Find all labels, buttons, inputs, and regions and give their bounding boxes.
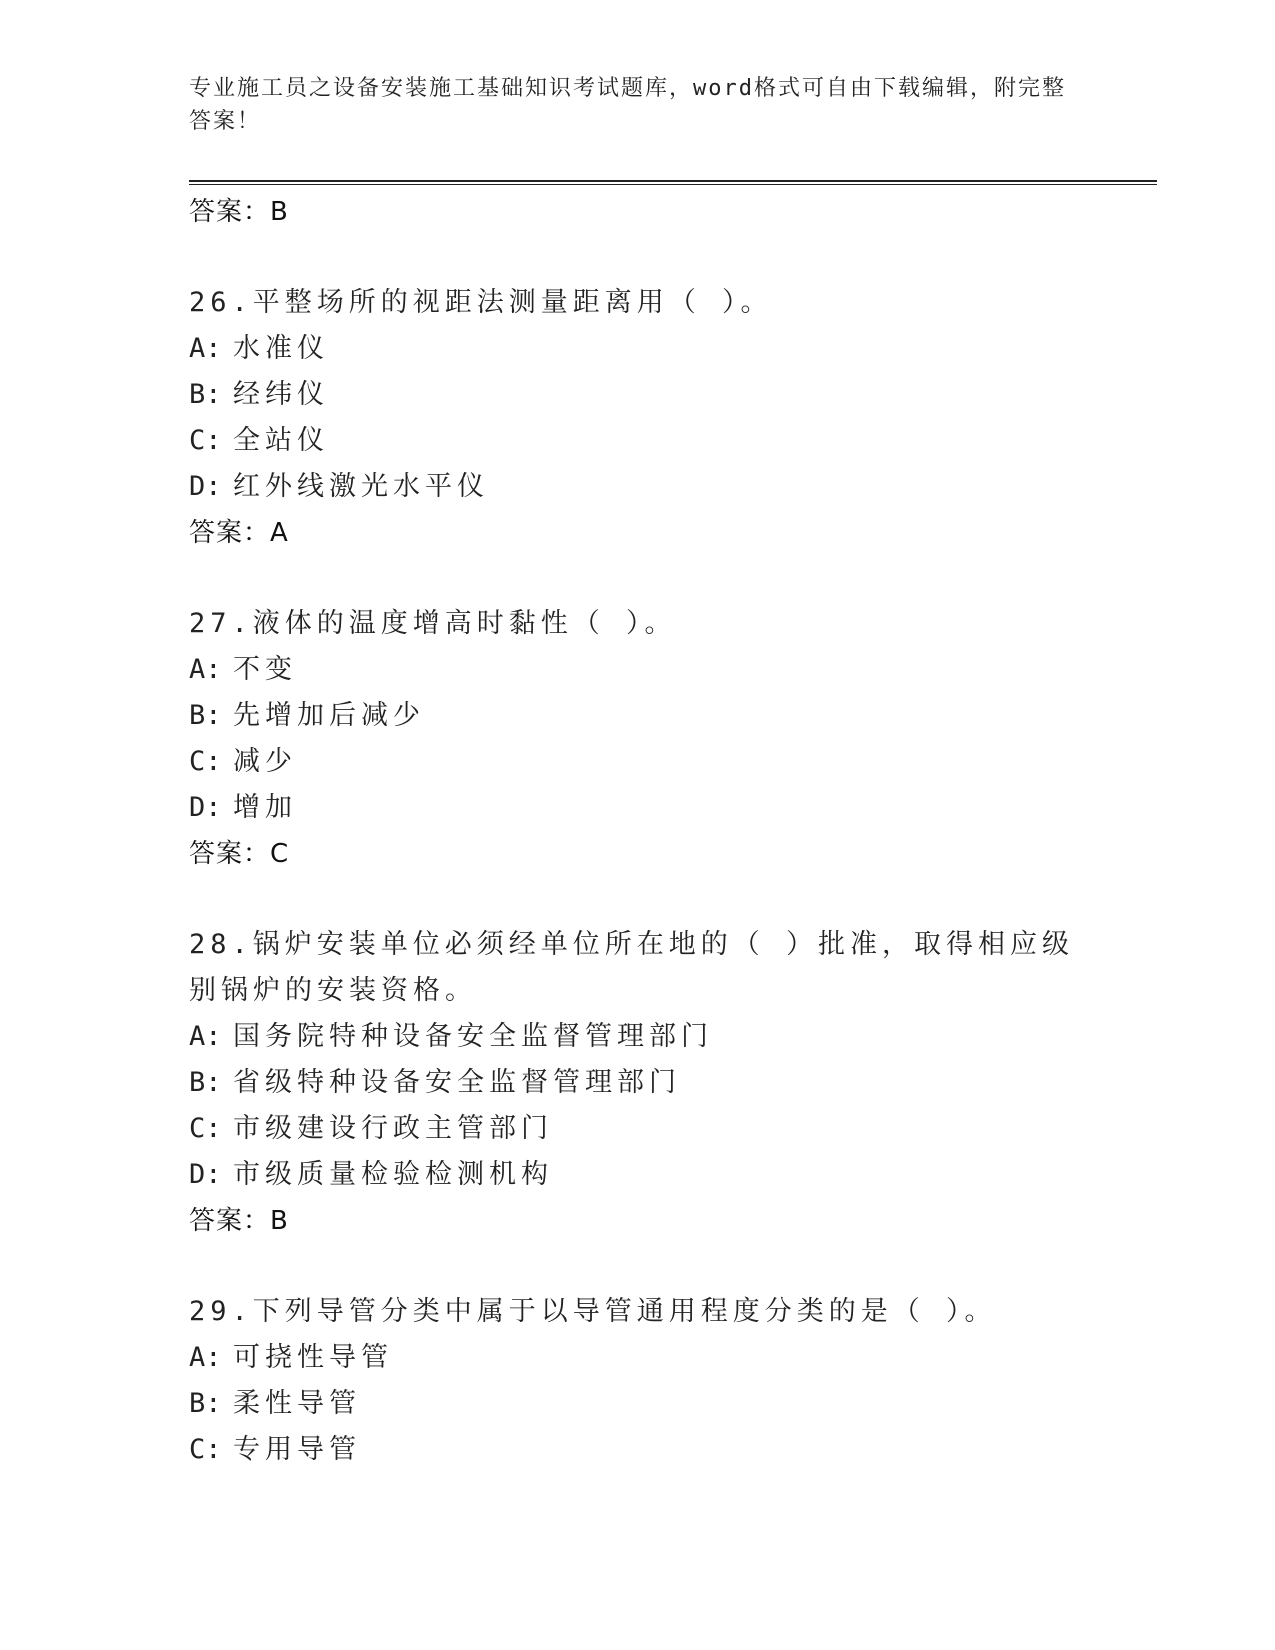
answer-option	[189, 1427, 1157, 1473]
spacer	[189, 877, 1157, 922]
spacer	[189, 1244, 1157, 1289]
option-text: 省级特种设备安全监督管理部门	[233, 1067, 681, 1098]
answer-option	[189, 1152, 1157, 1198]
option-letter: C:	[189, 425, 222, 456]
answer-option	[189, 1381, 1157, 1427]
answer-option	[189, 1014, 1157, 1060]
option-letter: B:	[189, 1067, 222, 1098]
option-letter: D:	[189, 792, 222, 823]
option-letter: D:	[189, 1159, 222, 1190]
option-letter: B:	[189, 700, 222, 731]
answer-line	[189, 1198, 1157, 1244]
answer-option	[189, 464, 1157, 510]
question-stem: 29.下列导管分类中属于以导管通用程度分类的是（ ）。	[189, 1296, 997, 1327]
answer-option	[189, 1060, 1157, 1106]
option-letter: C:	[189, 1434, 222, 1465]
option-text: 水准仪	[233, 333, 329, 364]
option-text: 柔性导管	[233, 1388, 361, 1419]
option-text: 先增加后减少	[233, 700, 425, 731]
option-text: 国务院特种设备安全监督管理部门	[233, 1021, 713, 1052]
answer-option	[189, 739, 1157, 785]
answer-option	[189, 647, 1157, 693]
question-stem: 28.锅炉安装单位必须经单位所在地的（ ）批准，取得相应级别锅炉的安装资格。	[189, 929, 1075, 1006]
answer-value: C	[270, 839, 290, 869]
option-letter: B:	[189, 379, 222, 410]
option-letter: A:	[189, 1021, 222, 1052]
option-letter: A:	[189, 1342, 222, 1373]
answer-option	[189, 326, 1157, 372]
answer-option	[189, 785, 1157, 831]
question-stem: 26.平整场所的视距法测量距离用（ ）。	[189, 287, 773, 318]
option-letter: A:	[189, 654, 222, 685]
option-text: 专用导管	[233, 1434, 361, 1465]
option-letter: D:	[189, 471, 222, 502]
spacer	[189, 556, 1157, 601]
header-divider	[189, 180, 1157, 185]
answer-option	[189, 693, 1157, 739]
question-list	[189, 189, 1157, 1473]
option-text: 可挠性导管	[233, 1342, 393, 1373]
document-header: 专业施工员之设备安装施工基础知识考试题库，word格式可自由下载编辑，附完整答案！	[189, 76, 1066, 134]
answer-label: 答案：	[189, 197, 271, 227]
answer-label: 答案：	[189, 1206, 271, 1236]
option-text: 市级质量检验检测机构	[233, 1159, 553, 1190]
option-letter: B:	[189, 1388, 222, 1419]
option-letter: C:	[189, 746, 222, 777]
option-text: 经纬仪	[233, 379, 329, 410]
answer-option	[189, 418, 1157, 464]
option-text: 红外线激光水平仪	[233, 471, 489, 502]
option-letter: A:	[189, 333, 222, 364]
answer-option	[189, 372, 1157, 418]
option-text: 不变	[233, 654, 297, 685]
answer-line	[189, 831, 1157, 877]
answer-option	[189, 1335, 1157, 1381]
answer-label: 答案：	[189, 839, 271, 869]
option-text: 增加	[233, 792, 297, 823]
question-stem: 27.液体的温度增高时黏性（ ）。	[189, 608, 677, 639]
answer-label: 答案：	[189, 518, 271, 548]
answer-line	[189, 510, 1157, 556]
answer-option	[189, 1106, 1157, 1152]
option-text: 减少	[233, 746, 297, 777]
option-letter: C:	[189, 1113, 222, 1144]
answer-value: A	[270, 518, 289, 548]
answer-value: B	[270, 1206, 289, 1236]
option-text: 全站仪	[233, 425, 329, 456]
option-text: 市级建设行政主管部门	[233, 1113, 553, 1144]
answer-line	[189, 189, 1157, 235]
spacer	[189, 235, 1157, 280]
answer-value: B	[270, 197, 289, 227]
